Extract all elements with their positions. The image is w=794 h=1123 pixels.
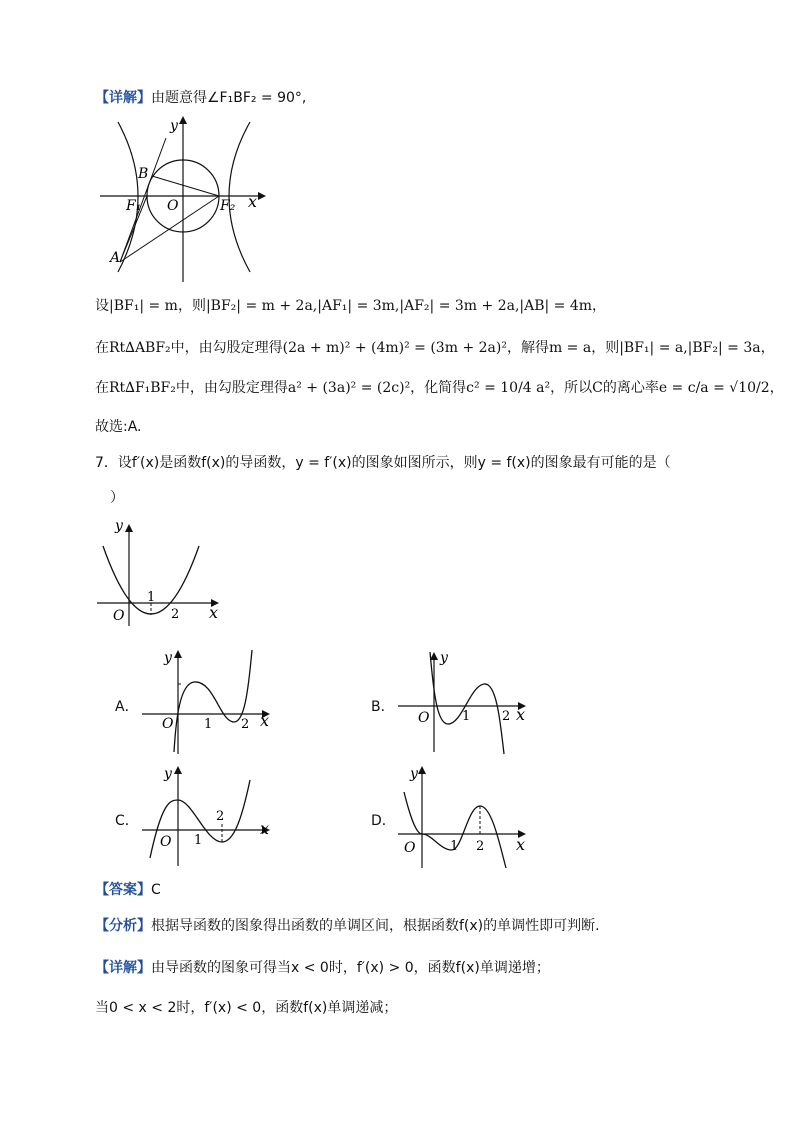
label-y: y: [164, 650, 172, 666]
last-line: 当0 < x < 2时，f′(x) < 0，函数f(x)单调递减；: [95, 1000, 398, 1016]
label-x: x: [248, 192, 258, 211]
detail2-text: 由导函数的图象可得当x < 0时，f′(x) > 0，函数f(x)单调递增；: [151, 960, 550, 976]
label-B: B: [138, 166, 149, 182]
option-C-label[interactable]: C．: [115, 813, 139, 829]
label-2: 2: [476, 839, 485, 854]
rt2-line: 在Rt∆F₁BF₂中，由勾股定理得a² + (3a)² = (2c)²，化简得c² = 10/4 a²，所以C的离心率e = c/a = √10/2，: [95, 380, 784, 396]
hyperbola-right-branch: [229, 122, 250, 272]
option-A-label[interactable]: A．: [115, 699, 139, 715]
label-O: O: [404, 840, 416, 856]
label-x: x: [209, 603, 219, 622]
hyperbola-figure: [100, 112, 270, 287]
label-A: A: [110, 250, 121, 266]
label-y: y: [164, 766, 172, 782]
label-1: 1: [194, 833, 203, 848]
answer-text: C: [151, 882, 161, 898]
y-axis-arrow: [174, 650, 182, 658]
label-x: x: [260, 819, 270, 838]
label-y: y: [440, 650, 448, 666]
y-axis-arrow: [174, 766, 182, 774]
label-x: x: [516, 835, 526, 854]
y-axis-arrow: [125, 524, 133, 532]
y-axis-arrow: [179, 116, 187, 124]
y-axis-arrow: [418, 766, 426, 774]
question-line-2: ）: [110, 490, 124, 506]
hyperbola-left-branch: [118, 122, 138, 272]
detail2-line: [95, 958, 550, 978]
answer-line: [95, 880, 161, 900]
option-B-curve: [430, 652, 504, 754]
question-line-1: 7．设f′(x)是函数f(x)的导函数，y = f′(x)的图象如图所示，则y = f(x)的图象最有可能的是（: [95, 455, 671, 471]
set-line: 设|BF₁| = m，则|BF₂| = m + 2a,|AF₁| = 3m,|AF₂| = 3m + 2a,|AB| = 4m，: [95, 298, 607, 314]
label-y: y: [410, 766, 418, 782]
detail-tag: 【详解】: [95, 90, 151, 106]
label-O: O: [113, 608, 125, 624]
label-O: O: [418, 710, 430, 726]
label-O: O: [162, 716, 174, 732]
label-O: O: [160, 834, 172, 850]
answer-tag: 【答案】: [95, 882, 151, 898]
analysis-line: [95, 916, 600, 936]
label-1: 1: [204, 717, 213, 732]
label-2: 2: [241, 717, 250, 732]
option-D-graph[interactable]: [396, 762, 536, 872]
label-2: 2: [216, 809, 225, 824]
derivative-graph: [95, 514, 230, 629]
analysis-tag: 【分析】: [95, 918, 151, 934]
option-D-label[interactable]: D．: [371, 813, 396, 829]
option-B-label[interactable]: B．: [371, 699, 395, 715]
option-C-graph[interactable]: [140, 762, 280, 872]
label-F1: F₁: [126, 198, 142, 214]
label-1: 1: [450, 839, 459, 854]
label-1: 1: [147, 590, 156, 605]
line-BF2: [152, 176, 219, 196]
label-y: y: [115, 518, 123, 534]
label-2: 2: [171, 607, 180, 622]
label-2: 2: [502, 709, 511, 724]
x-axis-arrow: [258, 192, 266, 200]
label-F2: F₂: [220, 198, 236, 214]
label-x: x: [260, 711, 270, 730]
detail2-tag: 【详解】: [95, 960, 151, 976]
detail-text: 由题意得∠F₁BF₂ = 90°,: [151, 90, 307, 106]
analysis-text: 根据导函数的图象得出函数的单调区间，根据函数f(x)的单调性即可判断.: [151, 918, 600, 934]
option-A-curve: [174, 650, 252, 752]
label-O: O: [167, 198, 179, 214]
option-B-graph[interactable]: [396, 648, 536, 758]
rt1-line: 在Rt∆ABF₂中，由勾股定理得(2a + m)² + (4m)² = (3m + 2a)²，解得m = a，则|BF₁| = a,|BF₂| = 3a，: [95, 340, 775, 356]
select-line: 故选:A.: [95, 419, 142, 435]
label-y: y: [170, 118, 178, 134]
label-x: x: [516, 705, 526, 724]
label-1: 1: [462, 709, 471, 724]
option-A-graph[interactable]: [140, 648, 280, 758]
detail-line-1: [95, 88, 306, 108]
option-D-curve: [404, 792, 506, 868]
